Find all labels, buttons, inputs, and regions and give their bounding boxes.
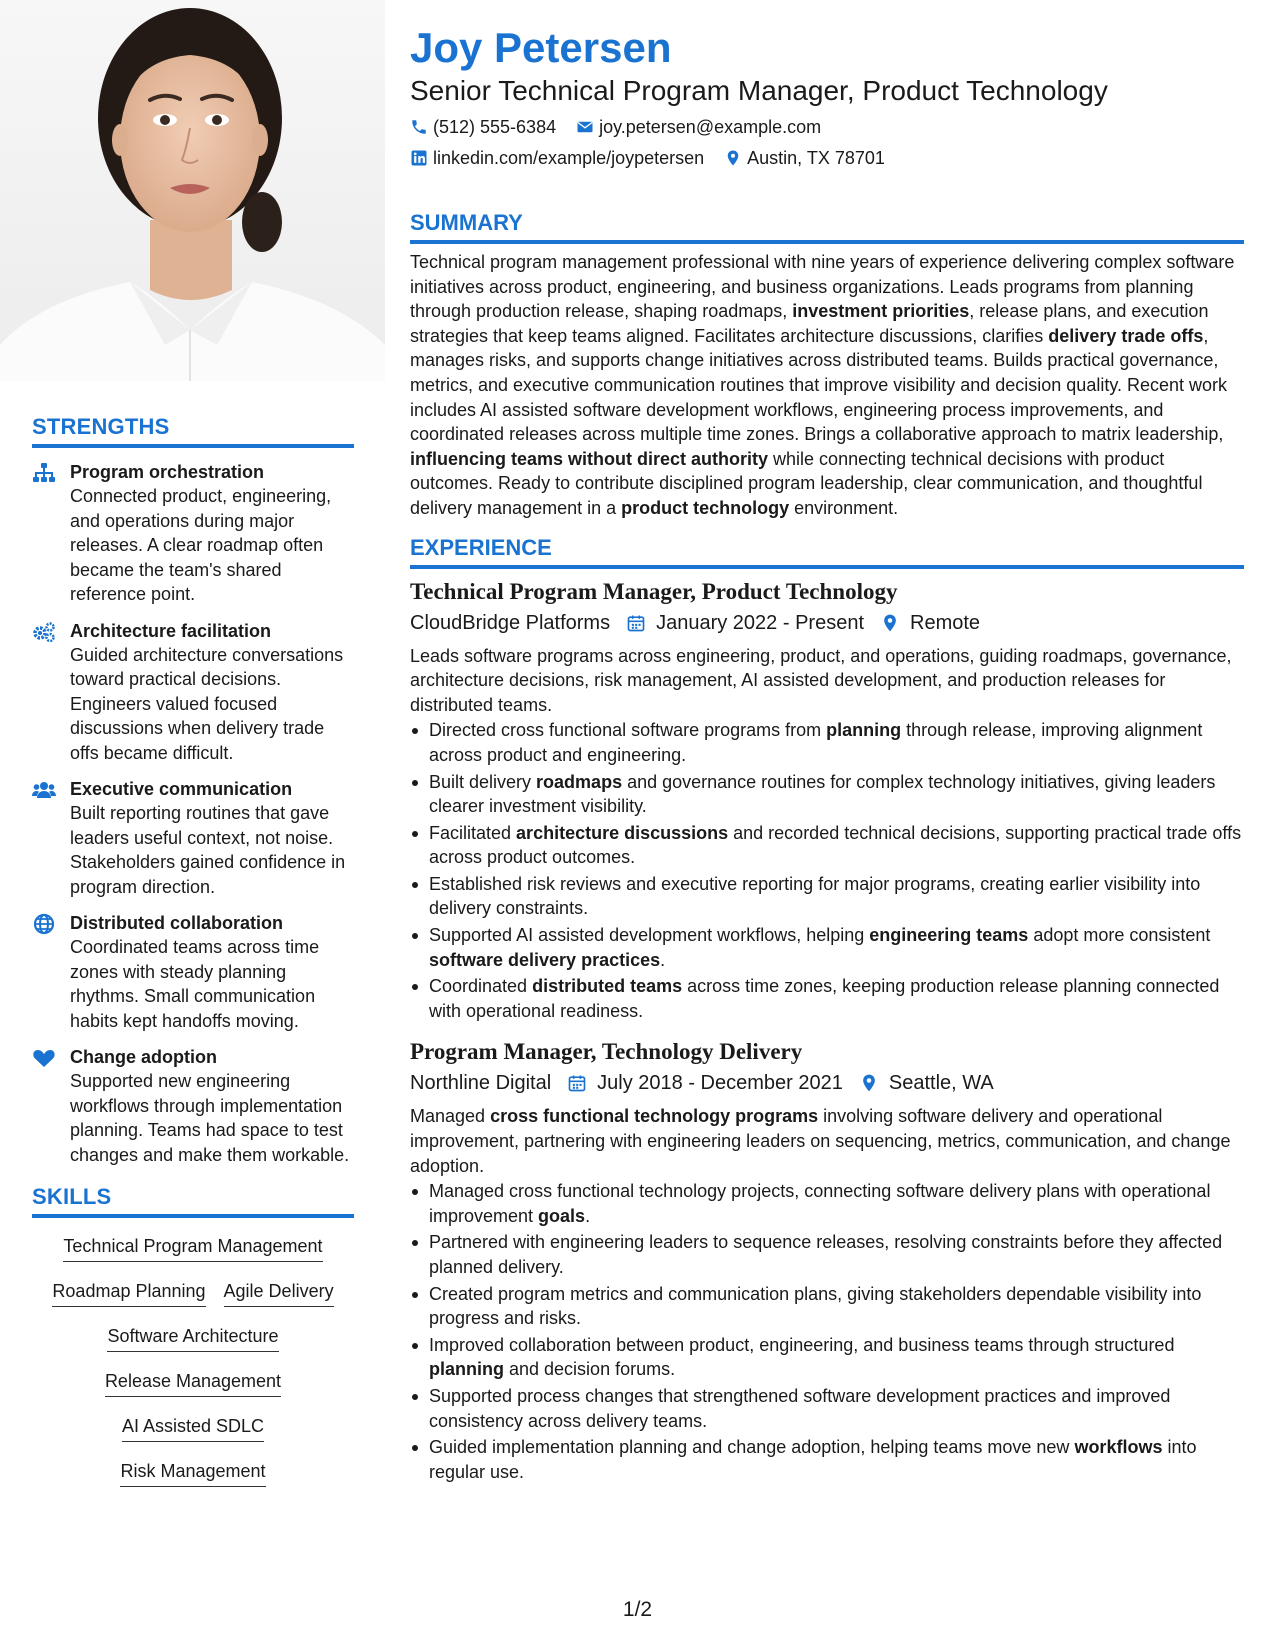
strengths-section	[32, 414, 354, 1167]
phone-icon	[410, 118, 428, 136]
email-text: joy.petersen@example.com	[599, 117, 822, 137]
heart-icon	[32, 1045, 70, 1167]
skill-tag: Software Architecture	[107, 1325, 278, 1352]
candidate-headline: Senior Technical Program Manager, Product Technology	[410, 75, 1108, 106]
skill-row	[32, 1451, 354, 1496]
job-meta	[410, 609, 1244, 637]
skills-section	[32, 1184, 354, 1496]
left-column	[32, 414, 354, 1496]
job-location	[859, 1069, 994, 1097]
strength-title: Program orchestration	[70, 462, 265, 482]
map-pin-icon	[880, 613, 900, 633]
bullet-item: Built delivery roadmaps and governance routines for complex technology initiatives, giving leaders clearer investment visibility.	[410, 770, 1244, 819]
section-divider	[410, 565, 1244, 569]
strength-description: Connected product, engineering, and operations during major releases. A clear roadmap often became the team's shared reference point.	[70, 486, 332, 604]
gears-icon	[32, 619, 70, 766]
section-divider	[410, 240, 1244, 244]
skill-tag: AI Assisted SDLC	[122, 1415, 264, 1442]
location-text: Remote	[910, 611, 981, 634]
globe-icon	[32, 911, 70, 1033]
location-text: Austin, TX 78701	[747, 148, 885, 168]
job-summary: Managed cross functional technology programs involving software delivery and operational improvement, partnering with engineering leaders on sequencing, metrics, communication, and change adoption.	[410, 1106, 1231, 1176]
skills-heading: SKILLS	[32, 1184, 112, 1209]
job-dates	[567, 1069, 843, 1097]
users-icon	[32, 777, 70, 899]
strength-item	[32, 619, 354, 766]
linkedin-contact[interactable]	[410, 146, 704, 170]
job-title: Technical Program Manager, Product Technology	[410, 578, 898, 604]
summary-text: Technical program management professional with nine years of experience delivering complex software initiatives across product, engineering, and business organizations. Leads programs from planning through production release, shaping roadmaps, investment priorities, release plans, and execution strategies that keep teams aligned. Facilitates architecture discussions, clarifies delivery trade offs, manages risks, and supports change initiatives across distributed teams. Builds practical governance, metrics, and executive communication routines that improve visibility and decision quality. Recent work includes AI assisted software development workflows, engineering process improvements, and coordinated releases across multiple time zones. Brings a collaborative approach to matrix leadership, influencing teams without direct authority while connecting technical decisions with product outcomes. Ready to contribute disciplined program leadership, clear communication, and thoughtful delivery management in a product technology environment.	[410, 252, 1235, 518]
bullet-item: Managed cross functional technology projects, connecting software delivery plans with operational improvement goals.	[410, 1179, 1244, 1228]
linkedin-icon	[410, 149, 428, 167]
right-column	[410, 22, 1244, 1486]
profile-photo	[0, 0, 385, 381]
bullet-item: Coordinated distributed teams across time zones, keeping production release planning connected with operational readiness.	[410, 974, 1244, 1023]
email-contact[interactable]	[576, 115, 821, 139]
skill-tag: Roadmap Planning	[52, 1280, 205, 1307]
strength-description: Built reporting routines that gave leaders useful context, not noise. Stakeholders gained confidence in program direction.	[70, 803, 346, 897]
strength-title: Executive communication	[70, 779, 293, 799]
calendar-icon	[567, 1073, 587, 1093]
phone-text: (512) 555-6384	[433, 117, 557, 137]
bullet-item: Facilitated architecture discussions and recorded technical decisions, supporting practical trade offs across product outcomes.	[410, 821, 1244, 870]
envelope-icon	[576, 118, 594, 136]
skill-row	[32, 1361, 354, 1406]
strength-item	[32, 911, 354, 1033]
job-dates	[626, 609, 864, 637]
location-text: Seattle, WA	[888, 1072, 994, 1095]
strength-title: Change adoption	[70, 1047, 217, 1067]
map-pin-icon	[859, 1073, 879, 1093]
skill-row	[32, 1271, 354, 1316]
dates-text: January 2022 - Present	[656, 611, 864, 634]
summary-heading: SUMMARY	[410, 210, 523, 235]
strength-title: Distributed collaboration	[70, 913, 284, 933]
bullet-item: Improved collaboration between product, engineering, and business teams through structured planning and decision forums.	[410, 1333, 1244, 1382]
skill-tag: Risk Management	[120, 1460, 265, 1487]
bullet-item: Supported process changes that strengthened software development practices and improved consistency across delivery teams.	[410, 1384, 1244, 1433]
experience-section	[410, 535, 1244, 1485]
skill-tag: Technical Program Management	[63, 1235, 322, 1262]
section-divider	[32, 444, 354, 448]
job-bullets	[410, 1179, 1244, 1484]
sitemap-icon	[32, 460, 70, 607]
strengths-heading: STRENGTHS	[32, 414, 170, 439]
strength-item	[32, 1045, 354, 1167]
bullet-item: Guided implementation planning and change adoption, helping teams move new workflows into regular use.	[410, 1435, 1244, 1484]
company-name: CloudBridge Platforms	[410, 611, 611, 634]
skills-list	[32, 1226, 354, 1496]
skill-tag: Agile Delivery	[224, 1280, 334, 1307]
bullet-item: Directed cross functional software programs from planning through release, improving alignment across product and engineering.	[410, 718, 1244, 767]
skill-tag: Release Management	[105, 1370, 281, 1397]
map-pin-icon	[724, 149, 742, 167]
dates-text: July 2018 - December 2021	[597, 1072, 843, 1095]
bullet-item: Supported AI assisted development workflows, helping engineering teams adopt more consistent software delivery practices.	[410, 923, 1244, 972]
skill-row	[32, 1226, 354, 1271]
candidate-name: Joy Petersen	[410, 24, 672, 71]
experience-heading: EXPERIENCE	[410, 534, 552, 560]
strength-description: Supported new engineering workflows through implementation planning. Teams had space to test changes and make them workable.	[70, 1071, 350, 1165]
contact-row	[410, 146, 1244, 170]
strength-item	[32, 777, 354, 899]
job-title: Program Manager, Technology Delivery	[410, 1039, 803, 1065]
company-name: Northline Digital	[410, 1072, 552, 1095]
page-number: 1/2	[622, 1598, 653, 1621]
bullet-item: Created program metrics and communication plans, giving stakeholders dependable visibility into progress and risks.	[410, 1282, 1244, 1331]
bullet-item: Partnered with engineering leaders to sequence releases, resolving constraints before they affected planned delivery.	[410, 1230, 1244, 1279]
phone-contact[interactable]	[410, 115, 556, 139]
strength-description: Coordinated teams across time zones with steady planning rhythms. Small communication habits kept handoffs moving.	[70, 937, 320, 1031]
job-bullets	[410, 718, 1244, 1023]
strength-item	[32, 460, 354, 607]
strength-description: Guided architecture conversations toward practical decisions. Engineers valued focused discussions when delivery trade offs became difficult.	[70, 644, 344, 763]
job-entry	[410, 1037, 1244, 1484]
job-entry	[410, 577, 1244, 1024]
strength-title: Architecture facilitation	[70, 620, 272, 641]
summary-section	[410, 210, 1244, 521]
skill-row	[32, 1316, 354, 1361]
calendar-icon	[626, 613, 646, 633]
contact-row	[410, 115, 1244, 139]
strengths-list	[32, 460, 354, 1167]
linkedin-text: linkedin.com/example/joypetersen	[433, 148, 705, 168]
job-meta	[410, 1069, 1244, 1097]
job-location	[880, 609, 980, 637]
skill-row	[32, 1406, 354, 1451]
location-contact	[724, 146, 885, 170]
job-summary: Leads software programs across engineering, product, and operations, guiding roadmaps, governance, architecture decisions, risk management, AI assisted development, and production releases for distributed teams.	[410, 645, 1232, 715]
section-divider	[32, 1214, 354, 1218]
bullet-item: Established risk reviews and executive reporting for major programs, creating earlier visibility into delivery constraints.	[410, 872, 1244, 921]
